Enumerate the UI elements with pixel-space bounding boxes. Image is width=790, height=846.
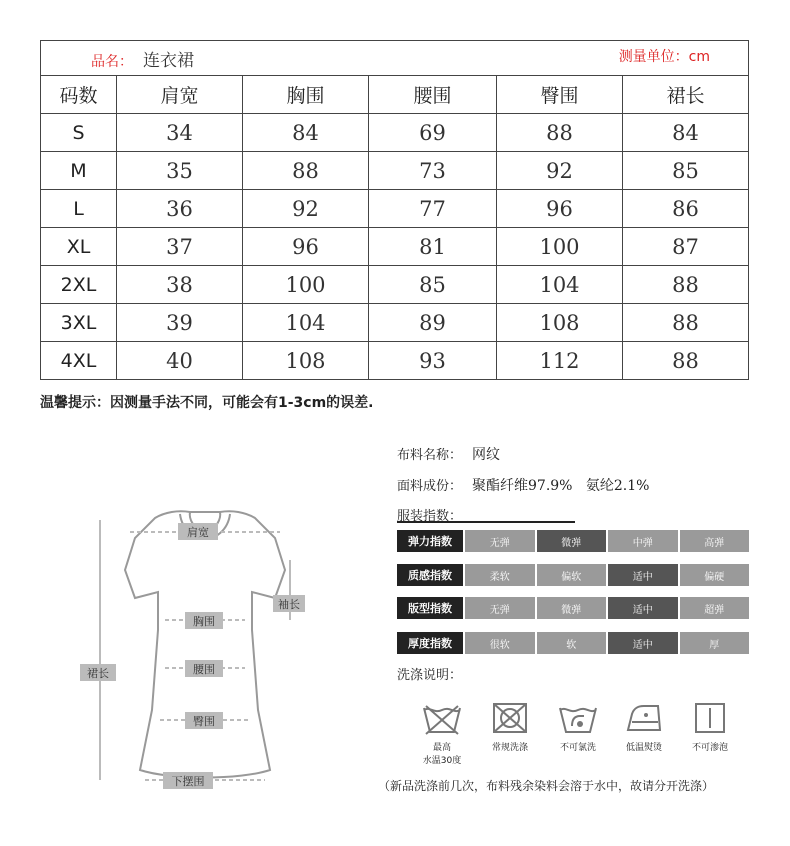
length-label: 裙长 bbox=[87, 667, 109, 680]
index-option: 超弹 bbox=[680, 597, 750, 619]
header-shoulder: 肩宽 bbox=[117, 76, 243, 114]
value-cell: 96 bbox=[243, 228, 369, 266]
table-title-row bbox=[41, 41, 749, 76]
fabric-name-label: 布料名称： bbox=[397, 448, 463, 463]
wash-label-line1: 常规洗涤 bbox=[491, 743, 528, 753]
index-label: 弹力指数 bbox=[397, 530, 463, 552]
table-row bbox=[41, 152, 749, 190]
value-cell: 38 bbox=[117, 266, 243, 304]
index-option-selected: 适中 bbox=[608, 564, 678, 586]
value-cell: 36 bbox=[117, 190, 243, 228]
wash-label-line1: 不可氯洗 bbox=[559, 743, 596, 753]
value-cell: 87 bbox=[623, 228, 749, 266]
value-cell: 69 bbox=[369, 114, 497, 152]
dress-diagram bbox=[70, 420, 340, 810]
index-option-selected: 适中 bbox=[608, 632, 678, 654]
fabric-composition-line bbox=[397, 475, 649, 495]
wash-label-line1: 最高 bbox=[432, 743, 451, 753]
index-option: 很软 bbox=[465, 632, 535, 654]
fabric-name-line bbox=[397, 444, 500, 464]
value-cell: 104 bbox=[497, 266, 623, 304]
machine-wash-icon bbox=[488, 700, 532, 736]
wash-item bbox=[478, 700, 542, 753]
size-cell: XL bbox=[41, 228, 117, 266]
value-cell: 108 bbox=[497, 304, 623, 342]
value-cell: 34 bbox=[117, 114, 243, 152]
index-option: 软 bbox=[537, 632, 607, 654]
value-cell: 89 bbox=[369, 304, 497, 342]
index-option: 厚 bbox=[680, 632, 750, 654]
value-cell: 84 bbox=[243, 114, 369, 152]
product-name: 连衣裙 bbox=[143, 50, 194, 71]
value-cell: 85 bbox=[369, 266, 497, 304]
index-option: 微弹 bbox=[537, 597, 607, 619]
table-row bbox=[41, 266, 749, 304]
value-cell: 40 bbox=[117, 342, 243, 380]
size-cell: 3XL bbox=[41, 304, 117, 342]
index-option: 高弹 bbox=[680, 530, 750, 552]
index-option: 偏硬 bbox=[680, 564, 750, 586]
size-table bbox=[40, 40, 749, 380]
value-cell: 92 bbox=[497, 152, 623, 190]
shoulder-label: 肩宽 bbox=[187, 526, 209, 539]
wash-item bbox=[410, 700, 474, 766]
value-cell: 104 bbox=[243, 304, 369, 342]
value-cell: 35 bbox=[117, 152, 243, 190]
size-cell: M bbox=[41, 152, 117, 190]
value-cell: 88 bbox=[497, 114, 623, 152]
table-row bbox=[41, 342, 749, 380]
value-cell: 88 bbox=[623, 266, 749, 304]
washing-note: （新品洗涤前几次，布料残余染料会溶于水中，故请分开洗涤） bbox=[378, 779, 715, 793]
value-cell: 81 bbox=[369, 228, 497, 266]
index-option: 中弹 bbox=[608, 530, 678, 552]
no-bleach-icon bbox=[556, 700, 600, 736]
table-row bbox=[41, 304, 749, 342]
value-cell: 93 bbox=[369, 342, 497, 380]
index-label: 厚度指数 bbox=[397, 632, 463, 654]
sleeve-label: 袖长 bbox=[278, 598, 300, 611]
value-cell: 85 bbox=[623, 152, 749, 190]
fabric-name-value: 网纹 bbox=[472, 447, 501, 463]
size-cell: 2XL bbox=[41, 266, 117, 304]
index-option-selected: 微弹 bbox=[537, 530, 607, 552]
unit-label: 测量单位：cm bbox=[618, 48, 711, 65]
index-option: 无弹 bbox=[465, 597, 535, 619]
wash-label-line2: 水温30度 bbox=[422, 756, 462, 766]
value-cell: 39 bbox=[117, 304, 243, 342]
no-soak-icon bbox=[688, 700, 732, 736]
hem-label: 下摆围 bbox=[171, 775, 205, 788]
wash-item bbox=[678, 700, 742, 753]
wash-item bbox=[546, 700, 610, 753]
value-cell: 84 bbox=[623, 114, 749, 152]
value-cell: 73 bbox=[369, 152, 497, 190]
value-cell: 100 bbox=[497, 228, 623, 266]
header-hip: 臀围 bbox=[497, 76, 623, 114]
index-option: 柔软 bbox=[465, 564, 535, 586]
indices-title: 服装指数： bbox=[397, 509, 463, 524]
value-cell: 77 bbox=[369, 190, 497, 228]
header-waist: 腰围 bbox=[369, 76, 497, 114]
dress-outline bbox=[125, 511, 285, 777]
indices-title-underline bbox=[397, 521, 575, 523]
table-row bbox=[41, 228, 749, 266]
header-size: 码数 bbox=[41, 76, 117, 114]
wash-30-icon bbox=[420, 700, 464, 736]
value-cell: 88 bbox=[243, 152, 369, 190]
index-option-selected: 适中 bbox=[608, 597, 678, 619]
value-cell: 86 bbox=[623, 190, 749, 228]
chest-label: 胸围 bbox=[193, 615, 215, 628]
wash-item bbox=[612, 700, 676, 753]
value-cell: 112 bbox=[497, 342, 623, 380]
washing-title: 洗涤说明： bbox=[397, 668, 463, 683]
value-cell: 92 bbox=[243, 190, 369, 228]
waist-label: 腰围 bbox=[193, 663, 215, 676]
size-cell: L bbox=[41, 190, 117, 228]
hip-label: 臀围 bbox=[193, 715, 215, 728]
index-label: 质感指数 bbox=[397, 564, 463, 586]
wash-label-line1: 低温熨烫 bbox=[625, 743, 662, 753]
measurement-tip: 温馨提示：因测量手法不同，可能会有1-3cm的误差. bbox=[40, 395, 374, 411]
index-label: 版型指数 bbox=[397, 597, 463, 619]
header-length: 裙长 bbox=[623, 76, 749, 114]
value-cell: 88 bbox=[623, 342, 749, 380]
index-option: 偏软 bbox=[537, 564, 607, 586]
size-cell: S bbox=[41, 114, 117, 152]
table-row bbox=[41, 190, 749, 228]
value-cell: 96 bbox=[497, 190, 623, 228]
index-option: 无弹 bbox=[465, 530, 535, 552]
value-cell: 88 bbox=[623, 304, 749, 342]
elasticity-index-row bbox=[397, 530, 749, 552]
value-cell: 108 bbox=[243, 342, 369, 380]
product-label: 品名： bbox=[91, 53, 133, 70]
table-title-cell bbox=[41, 41, 749, 76]
low-iron-icon bbox=[622, 700, 666, 736]
fit-index-row bbox=[397, 597, 749, 619]
table-row bbox=[41, 114, 749, 152]
value-cell: 37 bbox=[117, 228, 243, 266]
size-cell: 4XL bbox=[41, 342, 117, 380]
thickness-index-row bbox=[397, 632, 749, 654]
fabric-composition-label: 面料成份： bbox=[397, 479, 463, 494]
value-cell: 100 bbox=[243, 266, 369, 304]
table-header-row bbox=[41, 76, 749, 114]
fabric-composition-value: 聚酯纤维97.9% 氨纶2.1% bbox=[472, 478, 650, 494]
wash-label-line1: 不可渗泡 bbox=[691, 743, 728, 753]
header-chest: 胸围 bbox=[243, 76, 369, 114]
texture-index-row bbox=[397, 564, 749, 586]
